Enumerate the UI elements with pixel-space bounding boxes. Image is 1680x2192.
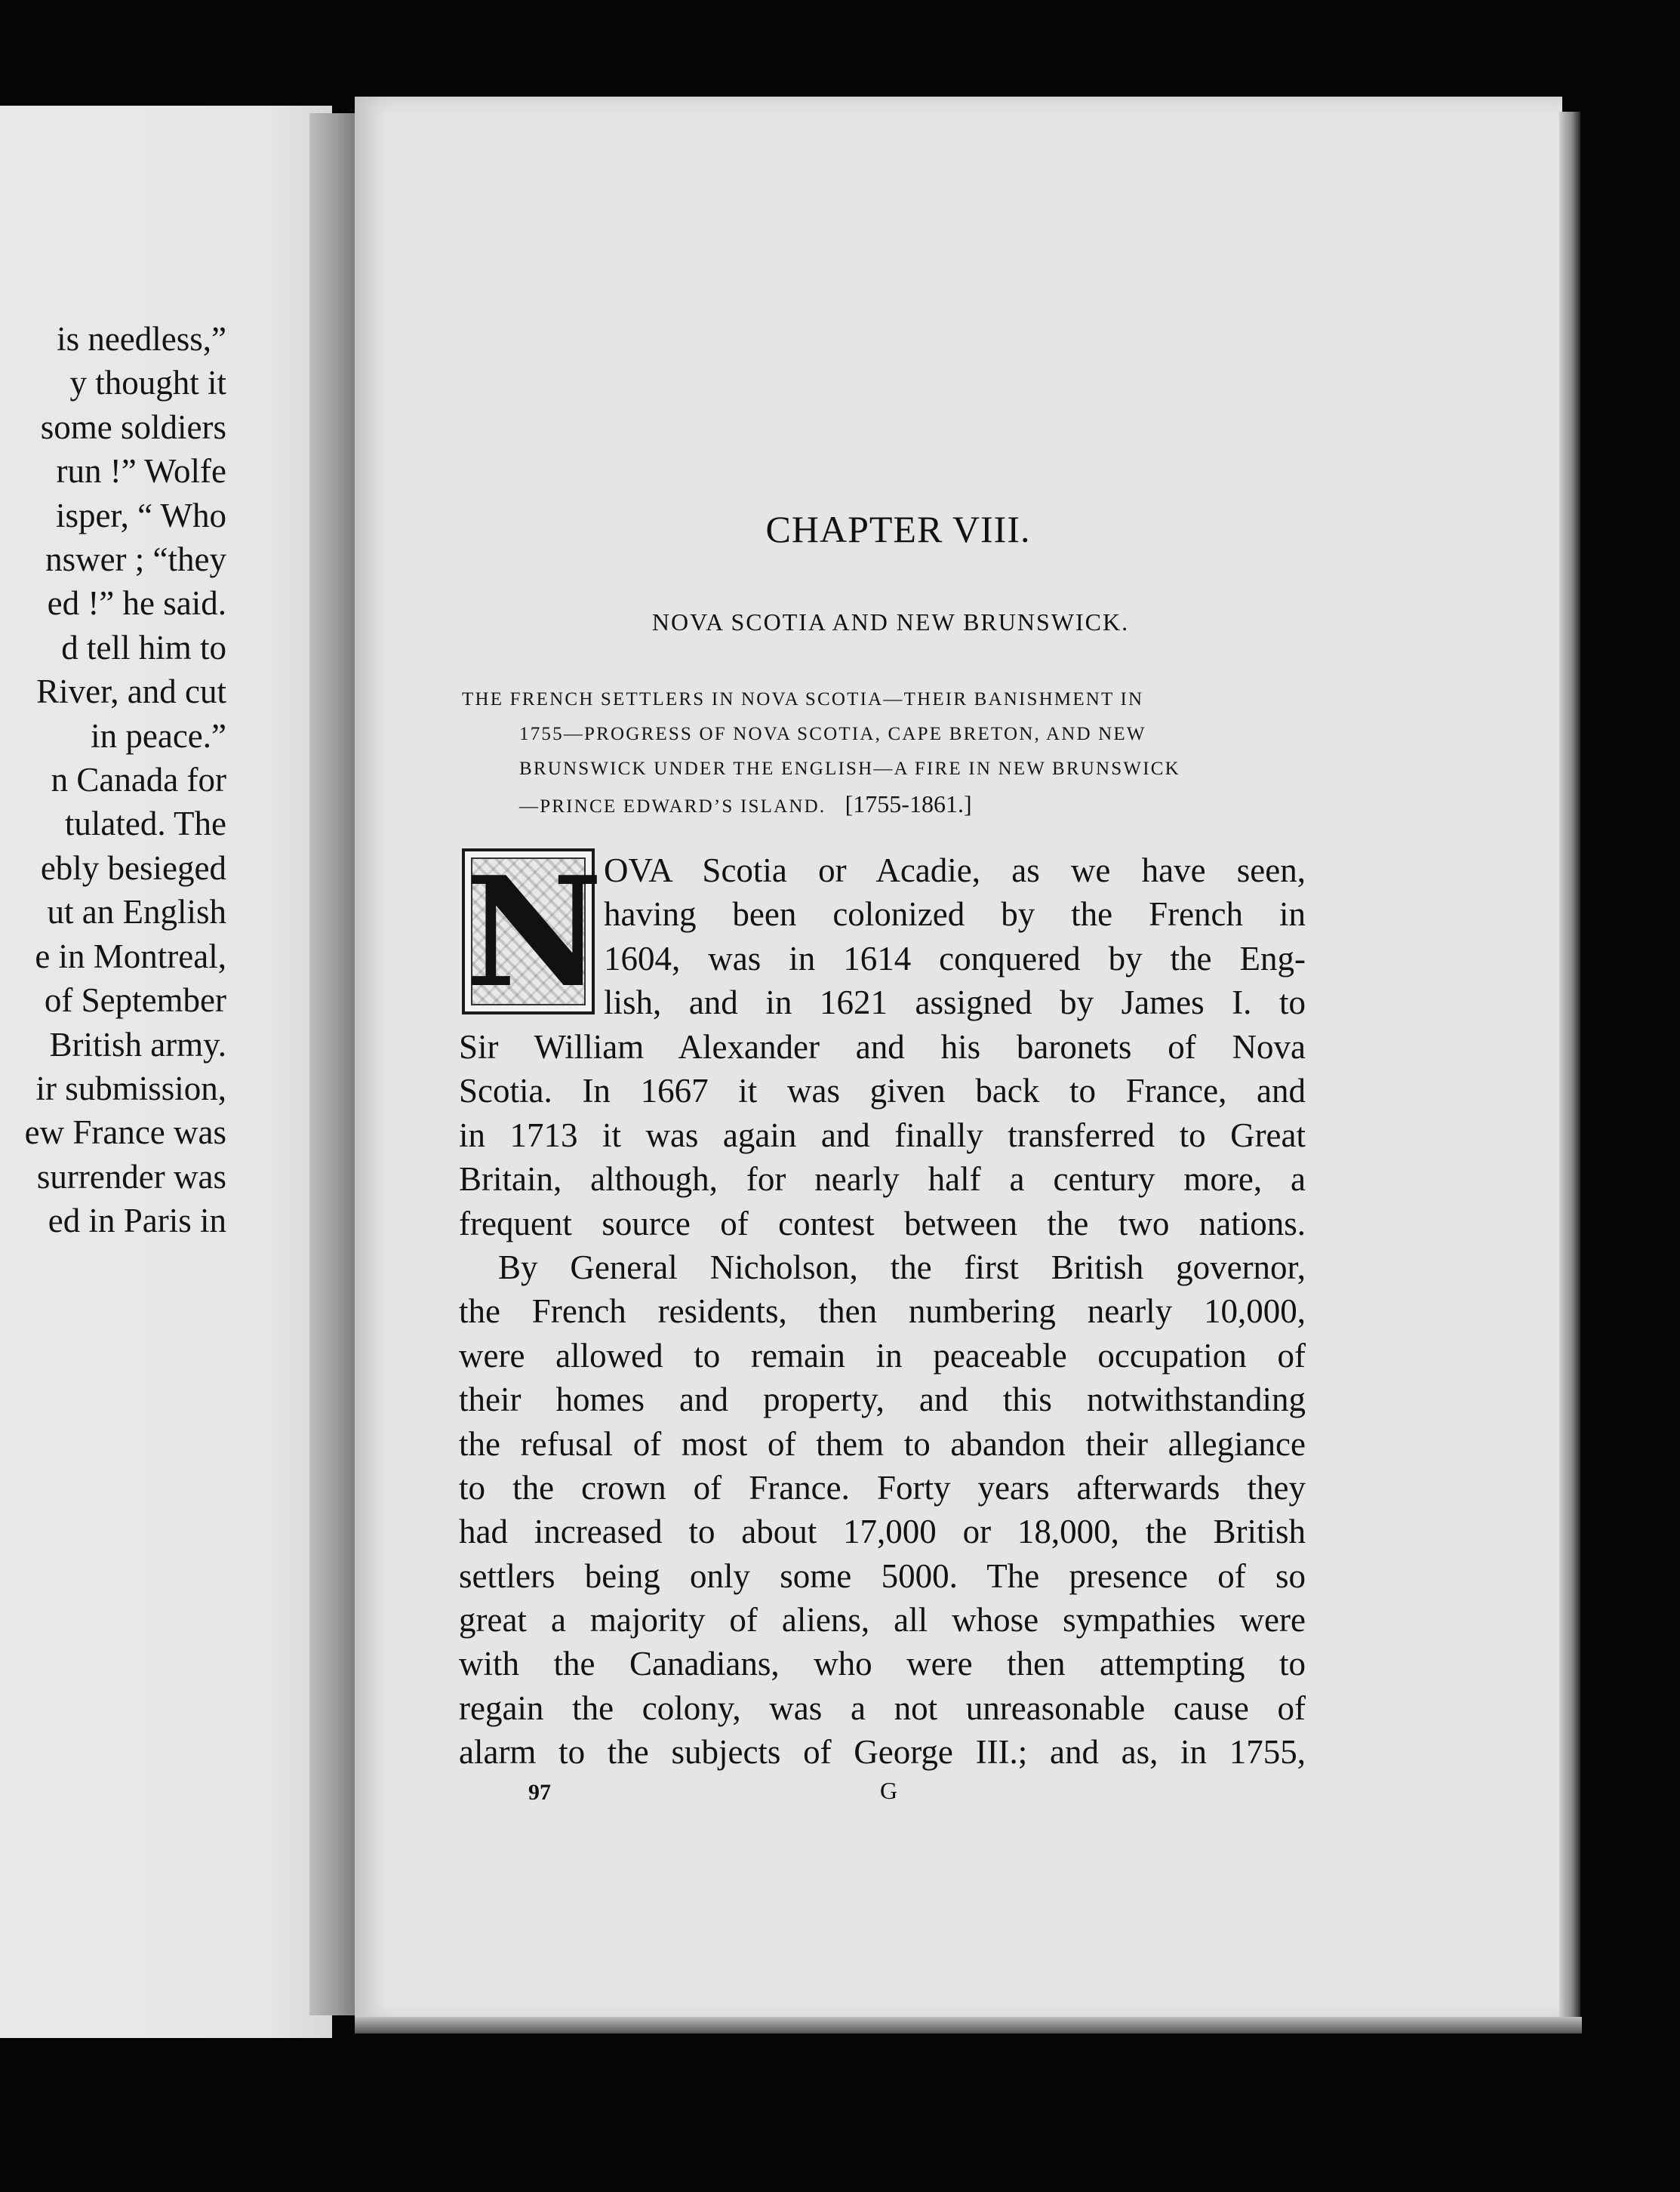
chapter-synopsis [462, 682, 1312, 824]
text-line: their homes and property, and this notwithstanding [459, 1381, 1306, 1419]
synopsis-line: 1755—PROGRESS OF NOVA SCOTIA, CAPE BRETON, AND NEW [519, 724, 1146, 744]
chapter-title: NOVA SCOTIA AND NEW BRUNSWICK. [651, 608, 1130, 636]
text-line: with the Canadians, who were then attempting to [459, 1645, 1306, 1683]
text-line: having been colonized by the French in [604, 895, 1306, 934]
facing-page-line: ed in Paris in [48, 1202, 226, 1240]
facing-page-line: e in Montreal, [35, 937, 226, 975]
text-line: lish, and in 1621 assigned by James I. to [604, 984, 1306, 1022]
text-line: to the crown of France. Forty years afterwards they [459, 1468, 1306, 1507]
synopsis-dates: [1755-1861.] [845, 790, 972, 817]
text-line: were allowed to remain in peaceable occupation of [459, 1336, 1306, 1375]
ornamental-drop-cap [462, 844, 603, 1021]
facing-page-line: ut an English [47, 893, 226, 931]
synopsis-line [462, 787, 1312, 824]
text-line: settlers being only some 5000. The presence of so [459, 1556, 1306, 1595]
text-line: Scotia. In 1667 it was given back to France, and [459, 1072, 1306, 1110]
signature-mark: G [880, 1777, 898, 1804]
text-line: frequent source of contest between the two nations. [459, 1204, 1306, 1242]
facing-page-line: ir submission, [35, 1069, 226, 1107]
facing-page-line: tulated. The [64, 805, 226, 843]
page-number: 97 [528, 1780, 551, 1805]
drop-cap-letter: N [465, 844, 603, 1021]
facing-page-line: surrender was [36, 1157, 226, 1196]
synopsis-line: THE FRENCH SETTLERS IN NOVA SCOTIA—THEIR BANISHMENT IN [462, 689, 1144, 710]
facing-page-line: in peace.” [91, 716, 226, 755]
facing-page-line: is needless,” [57, 320, 226, 358]
text-line: in 1713 it was again and finally transferred to Great [459, 1116, 1306, 1154]
body-paragraphs [459, 1025, 1306, 1775]
paragraph-beside-drop-cap [604, 848, 1306, 1025]
text-line: had increased to about 17,000 or 18,000, the British [459, 1513, 1306, 1551]
facing-page-line: of September [44, 981, 226, 1020]
facing-page-line: n Canada for [51, 761, 226, 799]
facing-page [0, 106, 332, 2038]
facing-page-line: River, and cut [36, 673, 226, 711]
facing-page-line: nswer ; “they [45, 540, 226, 579]
text-line: great a majority of aliens, all whose sympathies were [459, 1601, 1306, 1639]
chapter-heading: CHAPTER VIII. [765, 508, 1031, 550]
synopsis-line-text: —PRINCE EDWARD’S ISLAND. [519, 796, 826, 817]
facing-page-line: isper, “ Who [55, 496, 226, 534]
text-line: Sir William Alexander and his baronets of Nova [459, 1028, 1306, 1066]
text-line: Britain, although, for nearly half a century more, a [459, 1160, 1306, 1199]
text-line: OVA Scotia or Acadie, as we have seen, [604, 851, 1306, 889]
text-line: the refusal of most of them to abandon their allegiance [459, 1424, 1306, 1463]
text-line: alarm to the subjects of George III.; and as, in 1755, [459, 1733, 1306, 1772]
text-line: By General Nicholson, the first British governor, [498, 1248, 1306, 1286]
facing-page-line: some soldiers [40, 408, 226, 446]
text-line: regain the colony, was a not unreasonable cause of [459, 1689, 1306, 1727]
page-bottom-edge [355, 2017, 1582, 2033]
synopsis-line: BRUNSWICK UNDER THE ENGLISH—A FIRE IN NEW BRUNSWICK [519, 759, 1180, 779]
facing-page-line: d tell him to [61, 628, 226, 667]
text-line: 1604, was in 1614 conquered by the Eng- [604, 939, 1306, 977]
facing-page-line: ew France was [24, 1113, 226, 1152]
text-line: the French residents, then numbering nearly 10,000, [459, 1292, 1306, 1331]
facing-page-text [0, 317, 226, 1243]
facing-page-line: run !” Wolfe [56, 452, 226, 491]
facing-page-line: y thought it [69, 364, 226, 402]
page-edge [1559, 112, 1580, 2029]
facing-page-line: ebly besieged [40, 848, 226, 887]
facing-page-line: British army. [49, 1025, 226, 1064]
facing-page-line: ed !” he said. [47, 584, 226, 623]
